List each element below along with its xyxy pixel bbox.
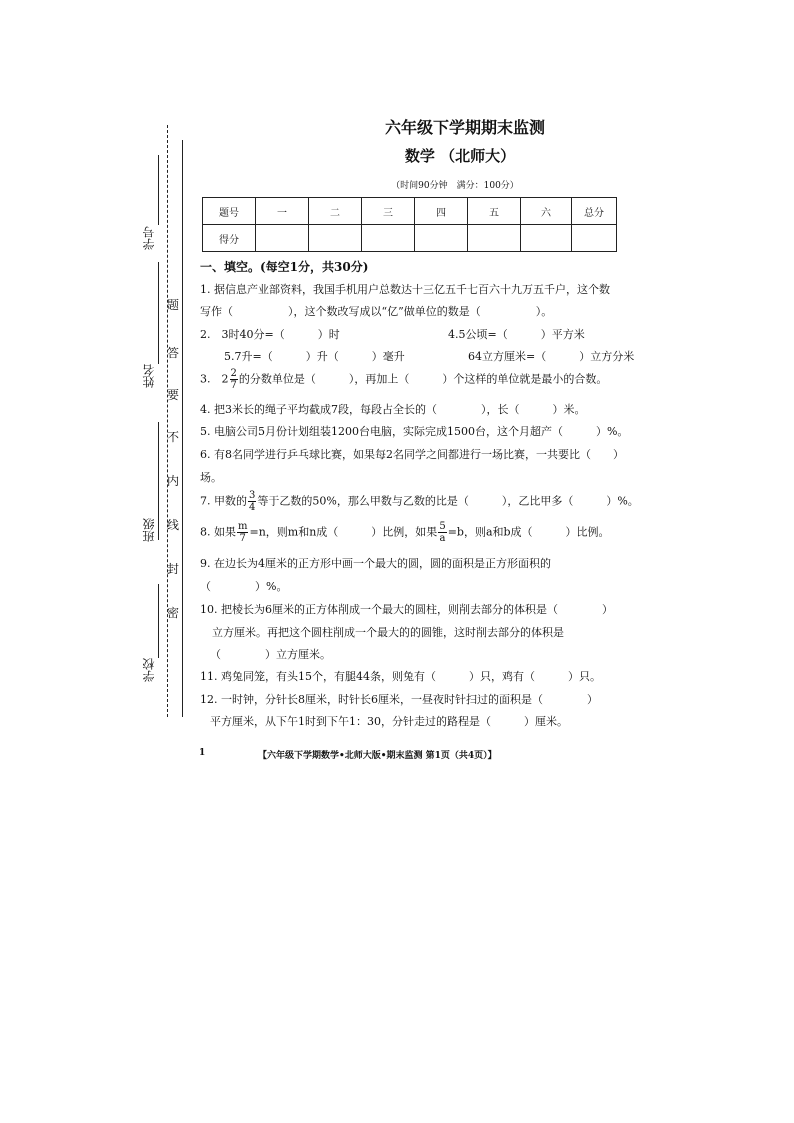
question-2-part-c: 5.7升=（ ）升（ ）毫升: [224, 350, 405, 363]
school-label: 学校: [142, 658, 156, 682]
class-label: 班级: [142, 518, 156, 542]
section-heading: 一、填空。(每空1分，共30分): [200, 260, 369, 274]
question-6-line-1: 6. 有8名同学进行乒乓球比赛，如果每2名同学之间都进行一场比赛，一共要比（ ）: [200, 448, 624, 461]
page-number: 1: [199, 748, 206, 758]
fraction-numerator: 5: [439, 521, 446, 532]
question-10-line-3: （ ）立方厘米。: [210, 648, 331, 661]
fraction-denominator: a: [439, 533, 446, 544]
question-2-part-a: 2. 3时40分=（ ）时: [200, 328, 340, 341]
score-entry-cell[interactable]: [309, 225, 362, 252]
student-id-blank-line: [158, 155, 159, 225]
question-8-middle: =n，则m和n成（ ）比例，如果: [249, 525, 438, 539]
name-blank-line: [158, 262, 159, 364]
question-2-part-d: 64立方厘米=（ ）立方分米: [468, 350, 635, 363]
question-7-prefix: 7. 甲数的: [200, 494, 247, 508]
question-7-text: 等于乙数的50%，那么甲数与乙数的比是（ ），乙比甲多（ ）%。: [257, 494, 639, 508]
name-label: 姓名: [142, 364, 156, 388]
question-12-line-1: 12. 一时钟，分针长8厘米，时针长6厘米，一昼夜时针扫过的面积是（ ）: [200, 693, 598, 706]
question-8: [200, 521, 660, 544]
question-8-prefix: 8. 如果: [200, 525, 236, 539]
exam-time-note: （时间90分钟 满分：100分）: [391, 181, 519, 191]
exam-title: 六年级下学期期末监测: [384, 118, 545, 137]
question-3: [200, 368, 660, 391]
question-4: 4. 把3米长的绳子平均截成7段，每段占全长的（ ），长（ ）米。: [200, 403, 586, 416]
question-10-line-1: 10. 把棱长为6厘米的正方体削成一个最大的圆柱，则削去部分的体积是（ ）: [200, 603, 613, 616]
binding-line: [182, 140, 183, 717]
score-table-cell: 六: [521, 198, 572, 225]
score-table-cell: 总分: [572, 198, 617, 225]
score-table-cell: 四: [415, 198, 468, 225]
question-12-line-2: 平方厘米，从下午1时到下午1：30，分针走过的路程是（ ）厘米。: [210, 715, 568, 728]
question-1-line-2: 写作（ ），这个数改写成以“亿”做单位的数是（ ）。: [200, 305, 553, 318]
score-entry-cell[interactable]: [468, 225, 521, 252]
question-3-text: 的分数单位是（ ），再加上（ ）个这样的单位就是最小的合数。: [238, 372, 608, 386]
seal-char: 密: [166, 606, 179, 620]
fraction-numerator: m: [238, 521, 248, 532]
score-entry-cell[interactable]: [415, 225, 468, 252]
question-10-line-2: 立方厘米。再把这个圆柱削成一个最大的的圆锥，这时削去部分的体积是: [212, 626, 564, 639]
seal-char: 题: [166, 298, 179, 312]
score-table-cell: 三: [362, 198, 415, 225]
seal-dashed-line: [167, 125, 168, 717]
class-blank-line: [158, 422, 159, 540]
seal-char: 封: [166, 562, 179, 576]
fraction-numerator: 2: [230, 368, 237, 379]
fraction-denominator: 7: [239, 533, 246, 544]
exam-subtitle: 数学 （北师大）: [404, 147, 516, 165]
fraction-denominator: 4: [249, 502, 256, 513]
fraction-numerator: 3: [249, 490, 256, 501]
score-table-cell: 得分: [203, 225, 256, 252]
score-table-cell: 二: [309, 198, 362, 225]
question-2-part-b: 4.5公顷=（ ）平方米: [448, 328, 585, 341]
question-3-prefix: 3. 2: [200, 372, 229, 386]
score-entry-cell[interactable]: [362, 225, 415, 252]
question-7: [200, 490, 660, 513]
score-table-cell: 题号: [203, 198, 256, 225]
fraction-denominator: 7: [230, 380, 237, 391]
question-11: 11. 鸡兔同笼，有头15个，有腿44条，则兔有（ ）只，鸡有（ ）只。: [200, 670, 601, 683]
question-1-line-1: 1. 据信息产业部资料，我国手机用户总数达十三亿五千七百六十九万五千户，这个数: [200, 283, 610, 296]
score-table: [202, 197, 617, 252]
score-entry-cell[interactable]: [572, 225, 617, 252]
student-id-label: 学号: [142, 226, 156, 250]
seal-char: 内: [166, 474, 179, 488]
score-table-cell: 一: [256, 198, 309, 225]
fraction-5-a: [438, 521, 446, 544]
score-entry-cell[interactable]: [521, 225, 572, 252]
fraction-m-7: [237, 521, 248, 544]
seal-char: 答: [166, 346, 179, 360]
question-9-line-2: （ ）%。: [200, 580, 288, 593]
school-blank-line: [158, 584, 159, 658]
score-entry-cell[interactable]: [256, 225, 309, 252]
question-9-line-1: 9. 在边长为4厘米的正方形中画一个最大的圆，圆的面积是正方形面积的: [200, 557, 551, 570]
score-table-score-row: [203, 225, 617, 252]
seal-char: 线: [166, 518, 179, 532]
score-table-cell: 五: [468, 198, 521, 225]
question-5: 5. 电脑公司5月份计划组装1200台电脑，实际完成1500台，这个月超产（ ）%。: [200, 425, 629, 438]
fraction-2-7: [230, 368, 238, 391]
question-6-line-2: 场。: [200, 471, 222, 484]
score-table-header-row: [203, 198, 617, 225]
fraction-3-4: [248, 490, 256, 513]
seal-char: 要: [166, 388, 179, 402]
question-8-text: =b，则a和b成（ ）比例。: [447, 525, 610, 539]
page-footer: 【六年级下学期数学•北师大版•期末监测 第1页（共4页）】: [258, 751, 497, 761]
seal-char: 不: [166, 430, 179, 444]
